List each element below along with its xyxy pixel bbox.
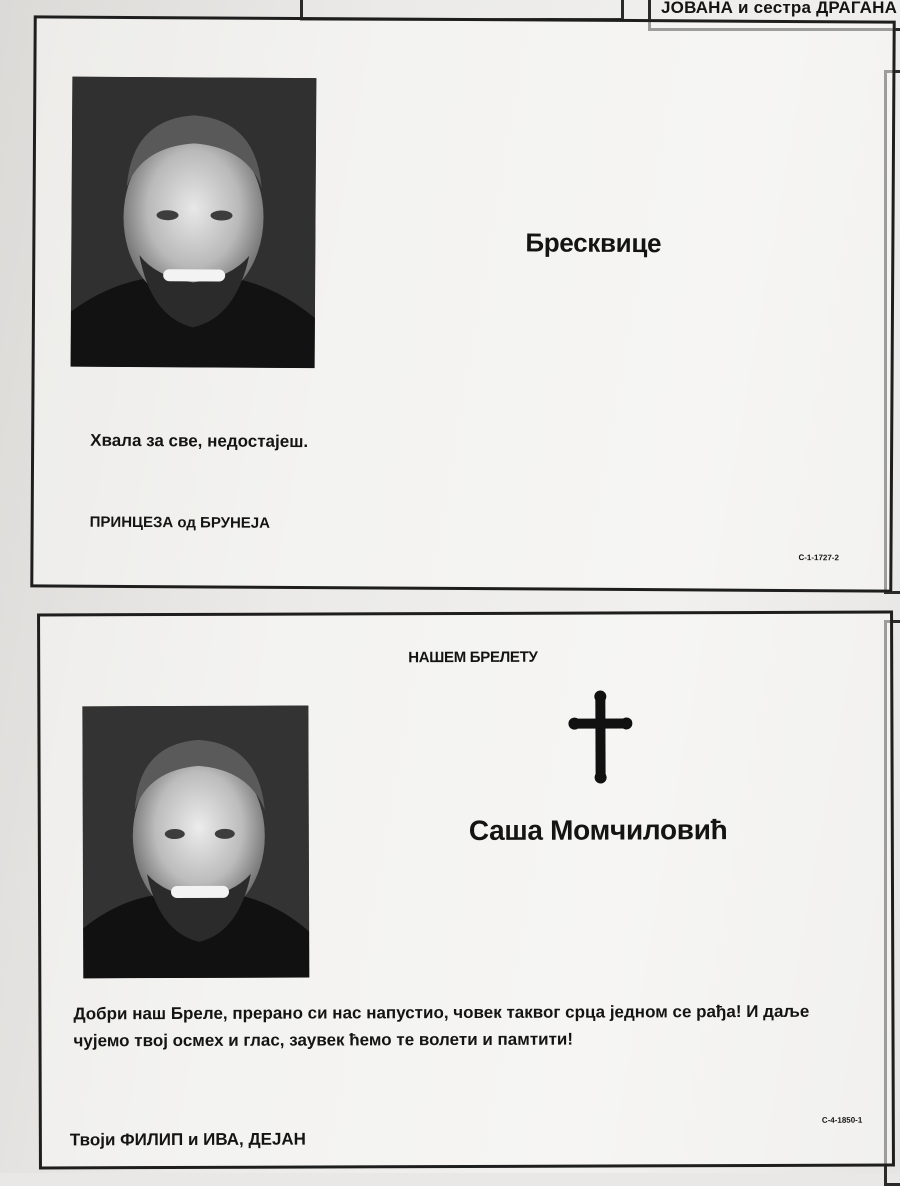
notice-code: С-4-1850-1 xyxy=(821,1115,863,1125)
notice-signature: Твоји ФИЛИП и ИВА, ДЕЈАН xyxy=(69,1129,306,1150)
adjacent-notice-text: ЈОВАНА и сестра ДРАГАНА xyxy=(661,0,898,17)
notice-message-line-1: Добри наш Бреле, прерано си нас напустио, човек таквог срца једном се рађа! И даље xyxy=(73,1001,810,1024)
notice-dedication: НАШЕМ БРЕЛЕТУ xyxy=(408,648,538,667)
portrait-photo xyxy=(71,77,317,368)
memorial-notice-2 xyxy=(37,611,895,1170)
orthodox-cross-icon xyxy=(568,690,632,784)
notice-signature: ПРИНЦЕЗА од БРУНЕЈА xyxy=(89,513,271,532)
deceased-name: Саша Момчиловић xyxy=(468,814,728,846)
notice-message: Хвала за све, недостајеш. xyxy=(90,430,309,452)
notice-message-line-2: чујемо твој осмех и глас, заувек ћемо те волети и памтити! xyxy=(73,1029,574,1051)
memorial-notice-1 xyxy=(30,15,895,592)
notice-code: С-1-1727-2 xyxy=(798,553,839,563)
portrait-photo xyxy=(82,706,309,979)
portrait-photo-image xyxy=(71,77,317,368)
notice-title: Бресквице xyxy=(525,227,662,259)
notice-message xyxy=(73,998,873,1055)
portrait-photo-image xyxy=(82,706,309,979)
